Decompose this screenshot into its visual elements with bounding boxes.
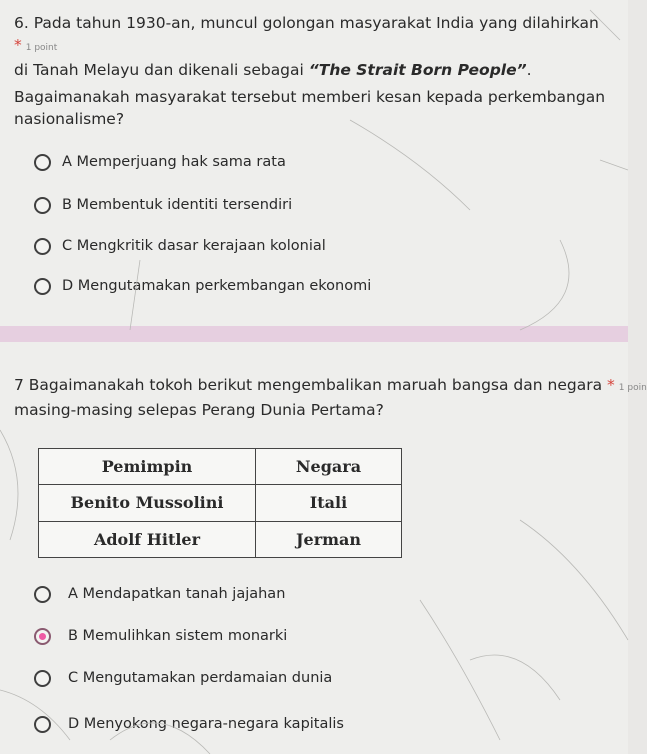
question-6-term: “The Strait Born People” bbox=[308, 61, 527, 79]
option-label: B Memulihkan sistem monarki bbox=[68, 628, 288, 644]
country-cell: Jerman bbox=[256, 521, 402, 557]
header-pemimpin: Pemimpin bbox=[39, 449, 256, 485]
question-6-prompt-line1: Bagaimanakah masyarakat tersebut memberi kesan kepada perkembangan bbox=[14, 88, 606, 106]
table-row bbox=[39, 521, 402, 557]
table-row bbox=[39, 485, 402, 521]
separator-band bbox=[0, 326, 628, 342]
option-label: D Menyokong negara-negara kapitalis bbox=[68, 716, 344, 732]
points-label: 1 poin bbox=[618, 383, 647, 393]
question-6-prompt bbox=[14, 86, 624, 130]
radio-button[interactable] bbox=[34, 670, 51, 687]
header-negara: Negara bbox=[256, 449, 402, 485]
required-star: * bbox=[607, 376, 615, 394]
question-7-line2: masing-masing selepas Perang Dunia Pertama? bbox=[14, 401, 384, 419]
leaders-table bbox=[38, 448, 402, 558]
question-6-line2a: di Tanah Melayu dan dikenali sebagai bbox=[14, 61, 309, 79]
option-label: D Mengutamakan perkembangan ekonomi bbox=[62, 278, 372, 294]
radio-button[interactable] bbox=[34, 154, 51, 171]
radio-button[interactable] bbox=[34, 278, 51, 295]
radio-button[interactable] bbox=[34, 716, 51, 733]
table-header-row bbox=[39, 449, 402, 485]
option-label: A Mendapatkan tanah jajahan bbox=[68, 586, 286, 602]
leader-cell: Benito Mussolini bbox=[39, 485, 256, 521]
question-7-line1: 7 Bagaimanakah tokoh berikut mengembalikan maruah bangsa dan negara bbox=[14, 376, 603, 394]
radio-button[interactable] bbox=[34, 238, 51, 255]
radio-button[interactable] bbox=[34, 586, 51, 603]
points-label: 1 point bbox=[25, 43, 58, 53]
option-label: C Mengutamakan perdamaian dunia bbox=[68, 670, 333, 686]
leader-cell: Adolf Hitler bbox=[39, 521, 256, 557]
required-star: * bbox=[14, 36, 22, 54]
option-label: B Membentuk identiti tersendiri bbox=[62, 197, 293, 213]
question-6-title bbox=[14, 12, 614, 81]
option-label: C Mengkritik dasar kerajaan kolonial bbox=[62, 238, 326, 254]
country-cell: Itali bbox=[256, 485, 402, 521]
question-7-title bbox=[14, 374, 647, 421]
question-6-line2c: . bbox=[526, 61, 532, 79]
radio-button-selected[interactable] bbox=[34, 628, 51, 645]
question-6-prompt-line2: nasionalisme? bbox=[14, 110, 125, 128]
question-6-number: 6. bbox=[14, 14, 29, 32]
question-6-line1: Pada tahun 1930-an, muncul golongan masyarakat India yang dilahirkan bbox=[33, 14, 599, 32]
radio-button[interactable] bbox=[34, 197, 51, 214]
option-label: A Memperjuang hak sama rata bbox=[62, 154, 286, 170]
